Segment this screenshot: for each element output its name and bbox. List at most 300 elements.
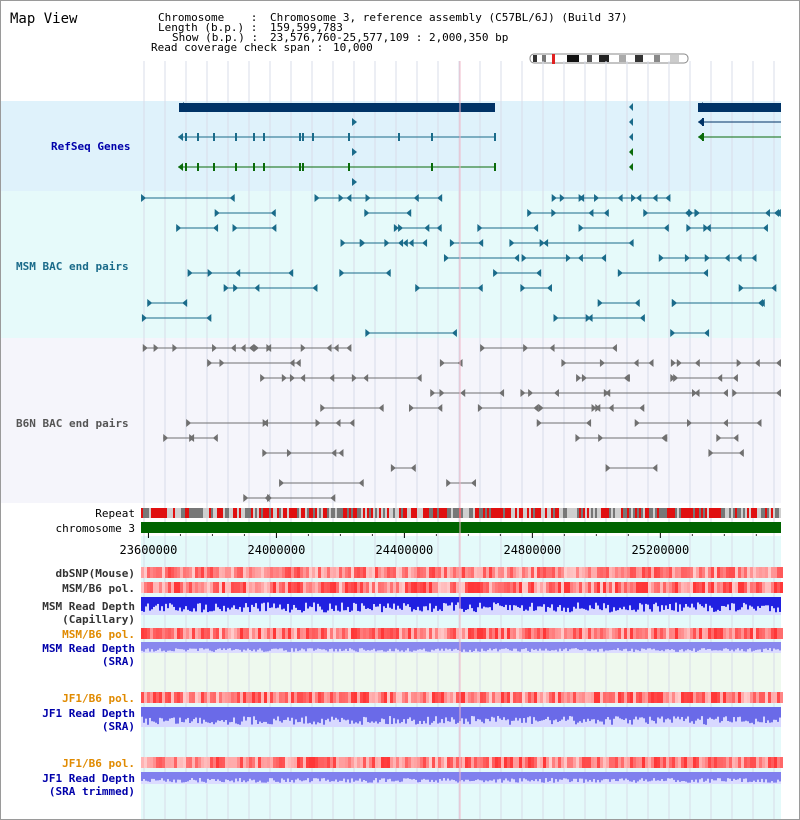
msm-pol-heat-cell (558, 582, 561, 593)
dbsnp-heat-cell (387, 567, 390, 578)
jf1-pol2-heat-cell (498, 757, 501, 768)
jf1-sra-depth-bar (155, 707, 157, 723)
jf1-sra-depth-bar (593, 707, 595, 719)
msm-capillary-depth-bar (543, 597, 545, 604)
jf1-trim-depth-bar (661, 772, 663, 779)
repeat-segment (575, 508, 577, 518)
axis-tick-label: 25200000 (631, 543, 690, 557)
msm-capillary-depth-bar (381, 597, 383, 612)
msm-sra-depth-bar (309, 642, 311, 648)
jf1-pol-heat-cell (486, 692, 489, 703)
msm-pol-heat-cell (594, 582, 597, 593)
repeat-segment (729, 508, 731, 518)
dbsnp-heat-cell (411, 567, 414, 578)
repeat-segment (491, 508, 493, 518)
jf1-trim-depth-bar (141, 772, 143, 781)
jf1-trim-depth-bar (473, 772, 475, 781)
msm-pol2-heat-cell (348, 628, 351, 639)
dbsnp-heat-cell (777, 567, 780, 578)
jf1-pol2-heat-cell (588, 757, 591, 768)
jf1-pol2-heat-cell (141, 757, 144, 768)
jf1-sra-depth-bar (341, 707, 343, 718)
msm-capillary-depth-bar (151, 597, 153, 609)
msm-pol-heat-cell (531, 582, 534, 593)
msm-sra-depth-bar (219, 642, 221, 648)
jf1-pol2-heat-cell (570, 757, 573, 768)
msm-capillary-depth-bar (633, 597, 635, 610)
msm-sra-depth-bar (411, 642, 413, 652)
jf1-sra-depth-bar (655, 707, 657, 723)
msm-pol2-heat-cell (426, 628, 429, 639)
jf1-pol2-heat-cell (633, 757, 636, 768)
dbsnp-heat-cell (525, 567, 528, 578)
jf1-pol-heat-cell (666, 692, 669, 703)
jf1-pol2-heat-cell (663, 757, 666, 768)
msm-capillary-depth-bar (453, 597, 455, 611)
msm-capillary-depth-bar (445, 597, 447, 603)
show-label: Show (b.p.) : (172, 31, 259, 44)
msm-capillary-depth-bar (201, 597, 203, 612)
msm-pol2-heat-cell (303, 628, 306, 639)
msm-sra-depth-bar (351, 642, 353, 649)
msm-sra-depth-bar (281, 642, 283, 648)
msm-pol2-heat-cell (414, 628, 417, 639)
jf1-pol-heat-cell (408, 692, 411, 703)
msm-capillary-depth-bar (387, 597, 389, 603)
repeat-segment (367, 508, 369, 518)
jf1-pol2-heat-cell (159, 757, 162, 768)
jf1-sra-depth-bar (495, 707, 497, 722)
jf1-pol-heat-cell (693, 692, 696, 703)
msm-sra-depth-bar (361, 642, 363, 648)
repeat-segment (221, 508, 223, 518)
msm-capillary-depth-bar (671, 597, 673, 610)
msm-sra-depth-bar (547, 642, 549, 651)
msm-sra-depth-bar (241, 642, 243, 652)
msm-capillary-depth-bar (167, 597, 169, 608)
msm-pol-heat-cell (648, 582, 651, 593)
msm-sra-depth-bar (191, 642, 193, 649)
msm-pol2-heat-cell (516, 628, 519, 639)
msm-pol2-heat-cell (732, 628, 735, 639)
msm-capillary-depth-bar (177, 597, 179, 611)
jf1-sra-depth-bar (421, 707, 423, 724)
repeat-segment (653, 508, 655, 518)
jf1-pol-heat-cell (279, 692, 282, 703)
jf1-pol-heat-cell (516, 692, 519, 703)
jf1-trim-depth-bar (539, 772, 541, 779)
dbsnp-heat-cell (180, 567, 183, 578)
jf1-pol-heat-cell (768, 692, 771, 703)
msm-pol2-heat-cell (369, 628, 372, 639)
dbsnp-heat-cell (627, 567, 630, 578)
jf1-pol-heat-cell (243, 692, 246, 703)
msm-pol2-heat-cell (648, 628, 651, 639)
repeat-segment (633, 508, 635, 518)
jf1-trim-depth-bar (291, 772, 293, 780)
msm-pol-heat-cell (174, 582, 177, 593)
msm-sra-depth-bar (707, 642, 709, 649)
msm-pol2-heat-cell (240, 628, 243, 639)
msm-sra-depth-bar (393, 642, 395, 651)
msm-sra-depth-bar (733, 642, 735, 651)
msm-pol2-heat-cell (447, 628, 450, 639)
jf1-sra-depth-bar (665, 707, 667, 719)
jf1-pol-heat-cell (621, 692, 624, 703)
jf1-pol-heat-cell (669, 692, 672, 703)
jf1-sra-depth-bar (463, 707, 465, 724)
repeat-segment (439, 508, 441, 518)
dbsnp-heat-cell (528, 567, 531, 578)
msm-sra-depth-bar (335, 642, 337, 649)
msm-pol2-heat-cell (597, 628, 600, 639)
jf1-sra-depth-bar (347, 707, 349, 720)
msm-sra-depth-bar (501, 642, 503, 649)
jf1-pol-heat-cell (192, 692, 195, 703)
jf1-pol2-heat-cell (294, 757, 297, 768)
repeat-segment (363, 508, 365, 518)
msm-capillary-depth-bar (243, 597, 245, 608)
dbsnp-heat-cell (324, 567, 327, 578)
jf1-b6-pol-label-2: JF1/B6 pol. (62, 757, 135, 770)
jf1-pol2-heat-cell (444, 757, 447, 768)
repeat-segment (447, 508, 449, 518)
jf1-sra-depth-bar (367, 707, 369, 722)
jf1-sra-depth-bar (217, 707, 219, 720)
jf1-pol-heat-cell (195, 692, 198, 703)
msm-sra-depth-bar (449, 642, 451, 649)
jf1-trim-depth-bar (547, 772, 549, 782)
msm-sra-depth-bar (593, 642, 595, 650)
jf1-trim-depth-bar (295, 772, 297, 780)
jf1-pol2-heat-cell (552, 757, 555, 768)
dbsnp-heat-cell (567, 567, 570, 578)
jf1-sra-depth-bar (467, 707, 469, 722)
msm-capillary-depth-bar (553, 597, 555, 611)
jf1-trim-depth-bar (433, 772, 435, 782)
msm-pol-heat-cell (264, 582, 267, 593)
jf1-trim-depth-bar (507, 772, 509, 781)
msm-capillary-depth-bar (715, 597, 717, 611)
jf1-sra-depth-bar (731, 707, 733, 722)
jf1-pol-heat-cell (366, 692, 369, 703)
jf1-trim-depth-bar (197, 772, 199, 782)
jf1-trim-depth-bar (709, 772, 711, 783)
jf1-pol2-heat-cell (705, 757, 708, 768)
jf1-sra-depth-bar (343, 707, 345, 720)
exon (702, 133, 704, 141)
jf1-sra-depth-bar (233, 707, 235, 717)
jf1-trim-depth-bar (691, 772, 693, 780)
jf1-sra-depth-bar (615, 707, 617, 716)
msm-sra-depth-bar (771, 642, 773, 651)
jf1-trim-depth-bar (721, 772, 723, 781)
repeat-segment (391, 508, 393, 518)
jf1-trim-depth-bar (707, 772, 709, 779)
jf1-sra-depth-bar (555, 707, 557, 719)
msm-pol-heat-cell (729, 582, 732, 593)
msm-pol-heat-cell (537, 582, 540, 593)
jf1-trim-depth-bar (419, 772, 421, 782)
msm-pol-heat-cell (504, 582, 507, 593)
msm-sra-depth-bar (625, 642, 627, 649)
jf1-pol-heat-cell (657, 692, 660, 703)
jf1-trim-depth-bar (355, 772, 357, 780)
dbsnp-heat-cell (354, 567, 357, 578)
jf1-pol2-heat-cell (768, 757, 771, 768)
msm-pol2-heat-cell (678, 628, 681, 639)
dbsnp-heat-cell (534, 567, 537, 578)
jf1-pol-heat-cell (717, 692, 720, 703)
jf1-pol2-heat-cell (393, 757, 396, 768)
jf1-sra-depth-bar (279, 707, 281, 721)
jf1-pol-heat-cell (300, 692, 303, 703)
dbsnp-heat-cell (762, 567, 765, 578)
repeat-segment (207, 508, 209, 518)
msm-pol2-heat-cell (387, 628, 390, 639)
dbsnp-heat-cell (399, 567, 402, 578)
dbsnp-heat-cell (498, 567, 501, 578)
jf1-sra-depth-bar (651, 707, 653, 720)
repeat-segment (523, 508, 525, 518)
msm-sra-depth-bar (339, 642, 341, 649)
msm-pol2-heat-cell (534, 628, 537, 639)
msm-sra-depth-bar (429, 642, 431, 652)
msm-capillary-depth-bar (171, 597, 173, 605)
jf1-pol-heat-cell (582, 692, 585, 703)
msm-sra-depth-bar (469, 642, 471, 650)
msm-sra-depth-bar (615, 642, 617, 650)
dbsnp-heat-cell (486, 567, 489, 578)
repeat-segment (505, 508, 507, 518)
jf1-pol-heat-cell (315, 692, 318, 703)
msm-pol2-heat-cell (669, 628, 672, 639)
jf1-trim-depth-bar (207, 772, 209, 779)
jf1-pol-heat-cell (387, 692, 390, 703)
msm-pol-heat-cell (243, 582, 246, 593)
repeat-segment (341, 508, 343, 518)
jf1-pol2-heat-cell (315, 757, 318, 768)
msm-capillary-depth-bar (567, 597, 569, 608)
msm-pol-heat-cell (744, 582, 747, 593)
msm-sra-depth-bar (267, 642, 269, 651)
msm-pol-heat-cell (588, 582, 591, 593)
msm-pol2-heat-cell (606, 628, 609, 639)
jf1-trim-depth-bar (235, 772, 237, 779)
jf1-pol-heat-cell (375, 692, 378, 703)
jf1-pol-heat-cell (489, 692, 492, 703)
msm-capillary-depth-bar (619, 597, 621, 608)
jf1-trim-depth-bar (591, 772, 593, 782)
jf1-pol2-heat-cell (573, 757, 576, 768)
msm-sra-depth-bar (715, 642, 717, 650)
jf1-sra-depth-bar (527, 707, 529, 717)
msm-capillary-depth-bar (289, 597, 291, 612)
jf1-pol2-heat-cell (636, 757, 639, 768)
repeat-segment (701, 508, 703, 518)
dbsnp-heat-cell (699, 567, 702, 578)
dbsnp-heat-cell (276, 567, 279, 578)
repeat-segment (343, 508, 345, 518)
msm-pol-heat-cell (402, 582, 405, 593)
jf1-pol-heat-cell (234, 692, 237, 703)
dbsnp-heat-cell (618, 567, 621, 578)
jf1-sra-depth-bar (761, 707, 763, 722)
jf1-trim-depth-bar (625, 772, 627, 779)
msm-capillary-depth-bar (535, 597, 537, 610)
dbsnp-heat-cell (171, 567, 174, 578)
msm-capillary-depth-bar (611, 597, 613, 612)
jf1-sra-depth-bar (759, 707, 761, 722)
msm-pol2-heat-cell (261, 628, 264, 639)
msm-capillary-depth-bar (359, 597, 361, 611)
msm-pol2-heat-cell (744, 628, 747, 639)
jf1-sra-depth-bar (337, 707, 339, 720)
msm-pol-heat-cell (450, 582, 453, 593)
dbsnp-heat-cell (234, 567, 237, 578)
dbsnp-heat-cell (219, 567, 222, 578)
repeat-segment (437, 508, 439, 518)
repeat-segment (749, 508, 751, 518)
msm-pol2-heat-cell (771, 628, 774, 639)
msm-pol-heat-cell (318, 582, 321, 593)
jf1-trim-depth-bar (623, 772, 625, 780)
jf1-sra-depth-bar (159, 707, 161, 718)
jf1-pol2-heat-cell (690, 757, 693, 768)
msm-capillary-depth-bar (575, 597, 577, 609)
msm-pol-heat-cell (528, 582, 531, 593)
repeat-segment (167, 508, 169, 518)
msm-pol2-heat-cell (429, 628, 432, 639)
jf1-trim-depth-bar (413, 772, 415, 779)
repeat-segment (411, 508, 413, 518)
msm-pol-heat-cell (396, 582, 399, 593)
dbsnp-heat-cell (774, 567, 777, 578)
repeat-segment (225, 508, 227, 518)
msm-sra-depth-bar (657, 642, 659, 650)
jf1-trim-depth-bar (243, 772, 245, 780)
jf1-trim-depth-bar (541, 772, 543, 782)
jf1-sra-depth-bar (683, 707, 685, 721)
jf1-trim-depth-bar (159, 772, 161, 780)
dbsnp-heat-cell (624, 567, 627, 578)
dbsnp-heat-cell (252, 567, 255, 578)
msm-capillary-depth-bar (199, 597, 201, 603)
msm-pol2-heat-cell (162, 628, 165, 639)
jf1-sra-depth-bar (263, 707, 265, 722)
jf1-pol-heat-cell (720, 692, 723, 703)
msm-sra-depth-bar (513, 642, 515, 649)
dbsnp-heat-cell (156, 567, 159, 578)
jf1-trim-depth-bar (503, 772, 505, 780)
jf1-pol2-heat-cell (624, 757, 627, 768)
jf1-pol-heat-cell (687, 692, 690, 703)
dbsnp-heat-cell (540, 567, 543, 578)
jf1-trim-depth-bar (335, 772, 337, 780)
jf1-pol2-heat-cell (207, 757, 210, 768)
jf1-pol2-heat-cell (252, 757, 255, 768)
msm-pol2-heat-cell (738, 628, 741, 639)
repeat-segment (291, 508, 293, 518)
msm-sra-depth-bar (673, 642, 675, 650)
jf1-trim-depth-bar (187, 772, 189, 781)
jf1-pol-heat-cell (291, 692, 294, 703)
jf1-sra-depth-bar (601, 707, 603, 722)
msm-pol-heat-cell (627, 582, 630, 593)
msm-sra-depth-bar (675, 642, 677, 652)
jf1-sra-depth-bar (401, 707, 403, 722)
jf1-sra-depth-bar (629, 707, 631, 720)
msm-pol2-heat-cell (201, 628, 204, 639)
repeat-segment (213, 508, 215, 518)
jf1-pol-heat-cell (495, 692, 498, 703)
msm-capillary-depth-bar (475, 597, 477, 612)
dbsnp-heat-cell (405, 567, 408, 578)
msm-sra-depth-bar (477, 642, 479, 651)
msm-capillary-depth-bar (301, 597, 303, 612)
dbsnp-heat-cell (141, 567, 144, 578)
jf1-sra-depth-bar (685, 707, 687, 719)
jf1-trim-depth-bar (157, 772, 159, 780)
msm-pol2-heat-cell (462, 628, 465, 639)
repeat-segment (241, 508, 243, 518)
repeat-segment (297, 508, 299, 518)
jf1-pol-heat-cell (147, 692, 150, 703)
jf1-pol2-heat-cell (309, 757, 312, 768)
jf1-sra-depth-bar (677, 707, 679, 717)
jf1-pol-heat-cell (606, 692, 609, 703)
jf1-pol2-heat-cell (696, 757, 699, 768)
jf1-sra-depth-bar (241, 707, 243, 721)
jf1-sra-depth-bar (313, 707, 315, 722)
repeat-segment (751, 508, 753, 518)
msm-capillary-depth-bar (737, 597, 739, 610)
jf1-trim-depth-bar (757, 772, 759, 780)
msm-pol2-heat-cell (216, 628, 219, 639)
msm-capillary-depth-bar (485, 597, 487, 607)
msm-pol2-heat-cell (357, 628, 360, 639)
jf1-trim-depth-bar (467, 772, 469, 780)
dbsnp-heat-cell (507, 567, 510, 578)
msm-capillary-depth-bar (161, 597, 163, 606)
jf1-trim-depth-bar (583, 772, 585, 783)
jf1-pol-heat-cell (705, 692, 708, 703)
repeat-segment (273, 508, 275, 518)
msm-capillary-depth-bar (337, 597, 339, 611)
dbsnp-heat-cell (621, 567, 624, 578)
repeat-segment (647, 508, 649, 518)
msm-capillary-depth-bar (173, 597, 175, 607)
jf1-pol2-heat-cell (399, 757, 402, 768)
msm-capillary-depth-bar (601, 597, 603, 610)
jf1-pol-heat-cell (216, 692, 219, 703)
jf1-pol2-heat-cell (615, 757, 618, 768)
jf1-sra-depth-bar (569, 707, 571, 716)
msm-pol-heat-cell (732, 582, 735, 593)
msm-pol-heat-cell (714, 582, 717, 593)
dbsnp-heat-cell (159, 567, 162, 578)
msm-pol-heat-cell (252, 582, 255, 593)
jf1-sra-depth-bar (695, 707, 697, 721)
jf1-trim-depth-bar (195, 772, 197, 780)
msm-capillary-depth-bar (565, 597, 567, 612)
jf1-sra-depth-bar (281, 707, 283, 723)
msm-capillary-depth-bar (685, 597, 687, 604)
jf1-pol2-heat-cell (774, 757, 777, 768)
jf1-sra-depth-bar (391, 707, 393, 724)
jf1-trim-depth-bar (675, 772, 677, 782)
jf1-sra-depth-bar (181, 707, 183, 722)
